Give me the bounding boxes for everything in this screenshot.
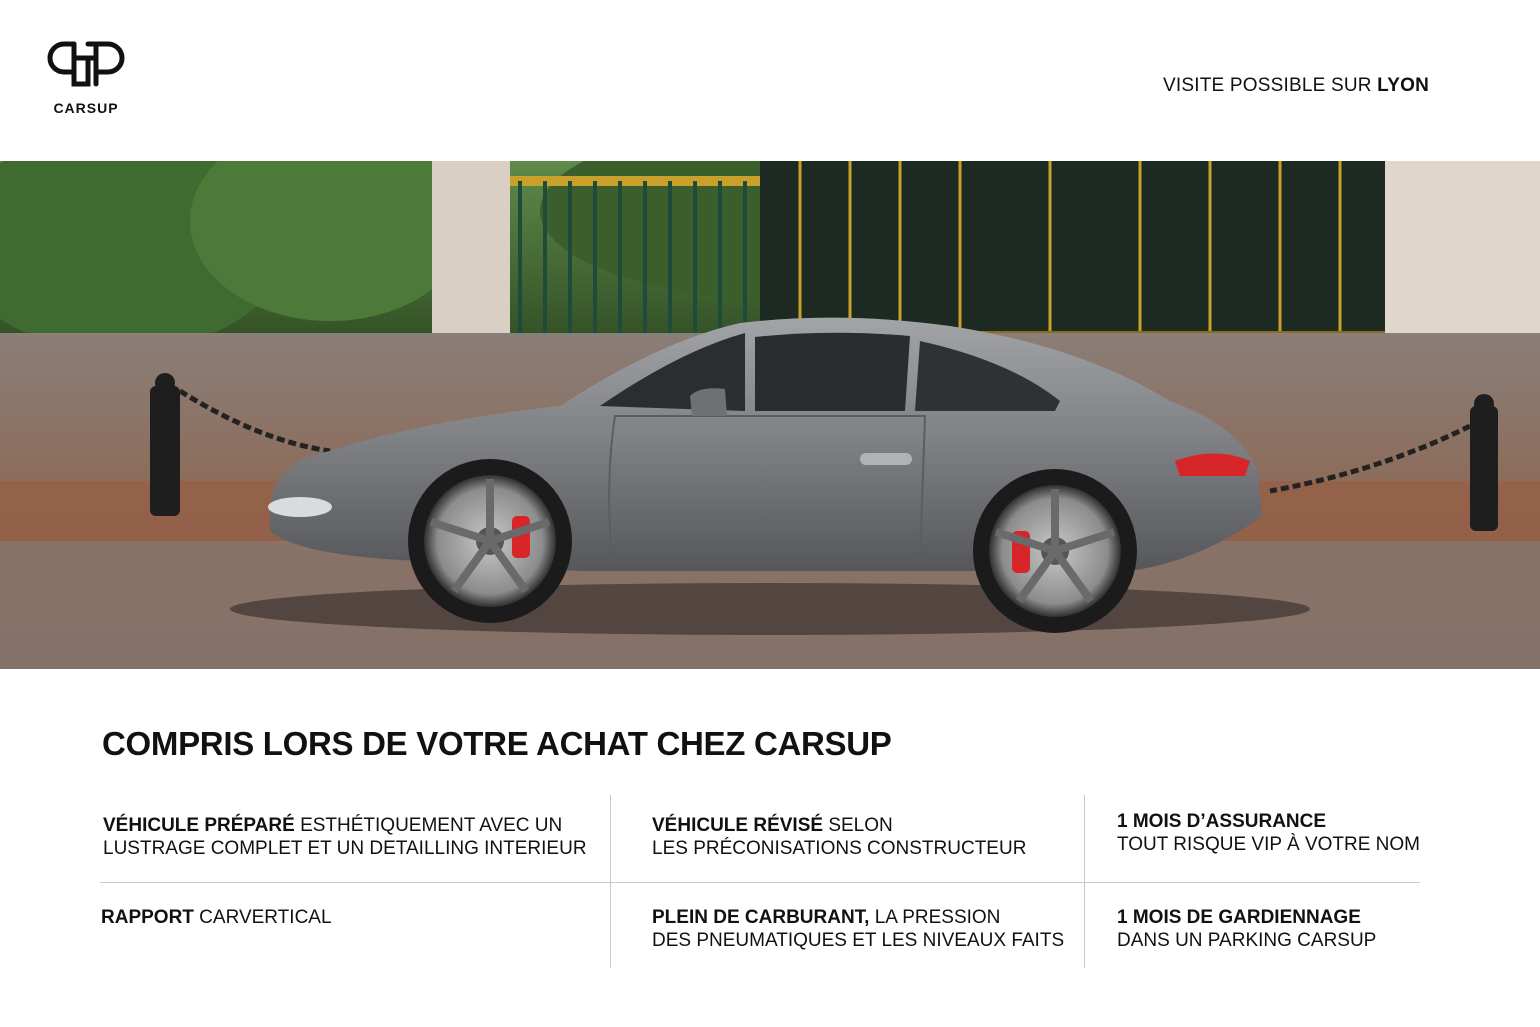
visit-city: LYON bbox=[1377, 75, 1429, 96]
feature-line2: LES PRÉCONISATIONS CONSTRUCTEUR bbox=[652, 838, 1027, 859]
feature-bold: VÉHICULE RÉVISÉ bbox=[652, 815, 824, 836]
hero-car-photo bbox=[0, 161, 1540, 669]
feature-line2: TOUT RISQUE VIP À VOTRE NOM bbox=[1117, 834, 1420, 855]
visit-label: VISITE POSSIBLE SUR bbox=[1163, 75, 1372, 96]
feature-item-insurance bbox=[1117, 810, 1420, 856]
feature-item-storage bbox=[1117, 906, 1376, 952]
feature-bold: 1 MOIS D’ASSURANCE bbox=[1117, 811, 1327, 832]
visit-location bbox=[1163, 75, 1429, 97]
feature-bold: VÉHICULE PRÉPARÉ bbox=[103, 815, 295, 836]
feature-item-revision bbox=[652, 814, 1026, 860]
carsup-logo-icon bbox=[44, 38, 128, 98]
section-title: COMPRIS LORS DE VOTRE ACHAT CHEZ CARSUP bbox=[102, 725, 892, 762]
feature-text: LA PRESSION bbox=[869, 907, 1001, 928]
carsup-logo[interactable] bbox=[44, 38, 128, 120]
feature-line2: DES PNEUMATIQUES ET LES NIVEAUX FAITS bbox=[652, 930, 1065, 951]
feature-bold: 1 MOIS DE GARDIENNAGE bbox=[1117, 907, 1361, 928]
features-grid bbox=[100, 795, 1420, 968]
feature-bold: RAPPORT bbox=[101, 907, 194, 928]
feature-text: ESTHÉTIQUEMENT AVEC UN bbox=[294, 815, 563, 836]
feature-item-preparation bbox=[103, 814, 587, 860]
row-divider bbox=[100, 882, 1420, 883]
feature-line2: LUSTRAGE COMPLET ET UN DETAILLING INTERIEUR bbox=[103, 838, 587, 859]
feature-item-report bbox=[101, 906, 332, 929]
logo-wordmark: CARSUP bbox=[53, 100, 119, 116]
feature-bold: PLEIN DE CARBURANT, bbox=[652, 907, 870, 928]
porsche-911-photo-icon bbox=[0, 161, 1540, 669]
feature-line2: DANS UN PARKING CARSUP bbox=[1117, 930, 1377, 951]
feature-text: SELON bbox=[823, 815, 893, 836]
header bbox=[0, 0, 1540, 161]
feature-text: CARVERTICAL bbox=[193, 907, 332, 928]
feature-item-fuel bbox=[652, 906, 1064, 952]
